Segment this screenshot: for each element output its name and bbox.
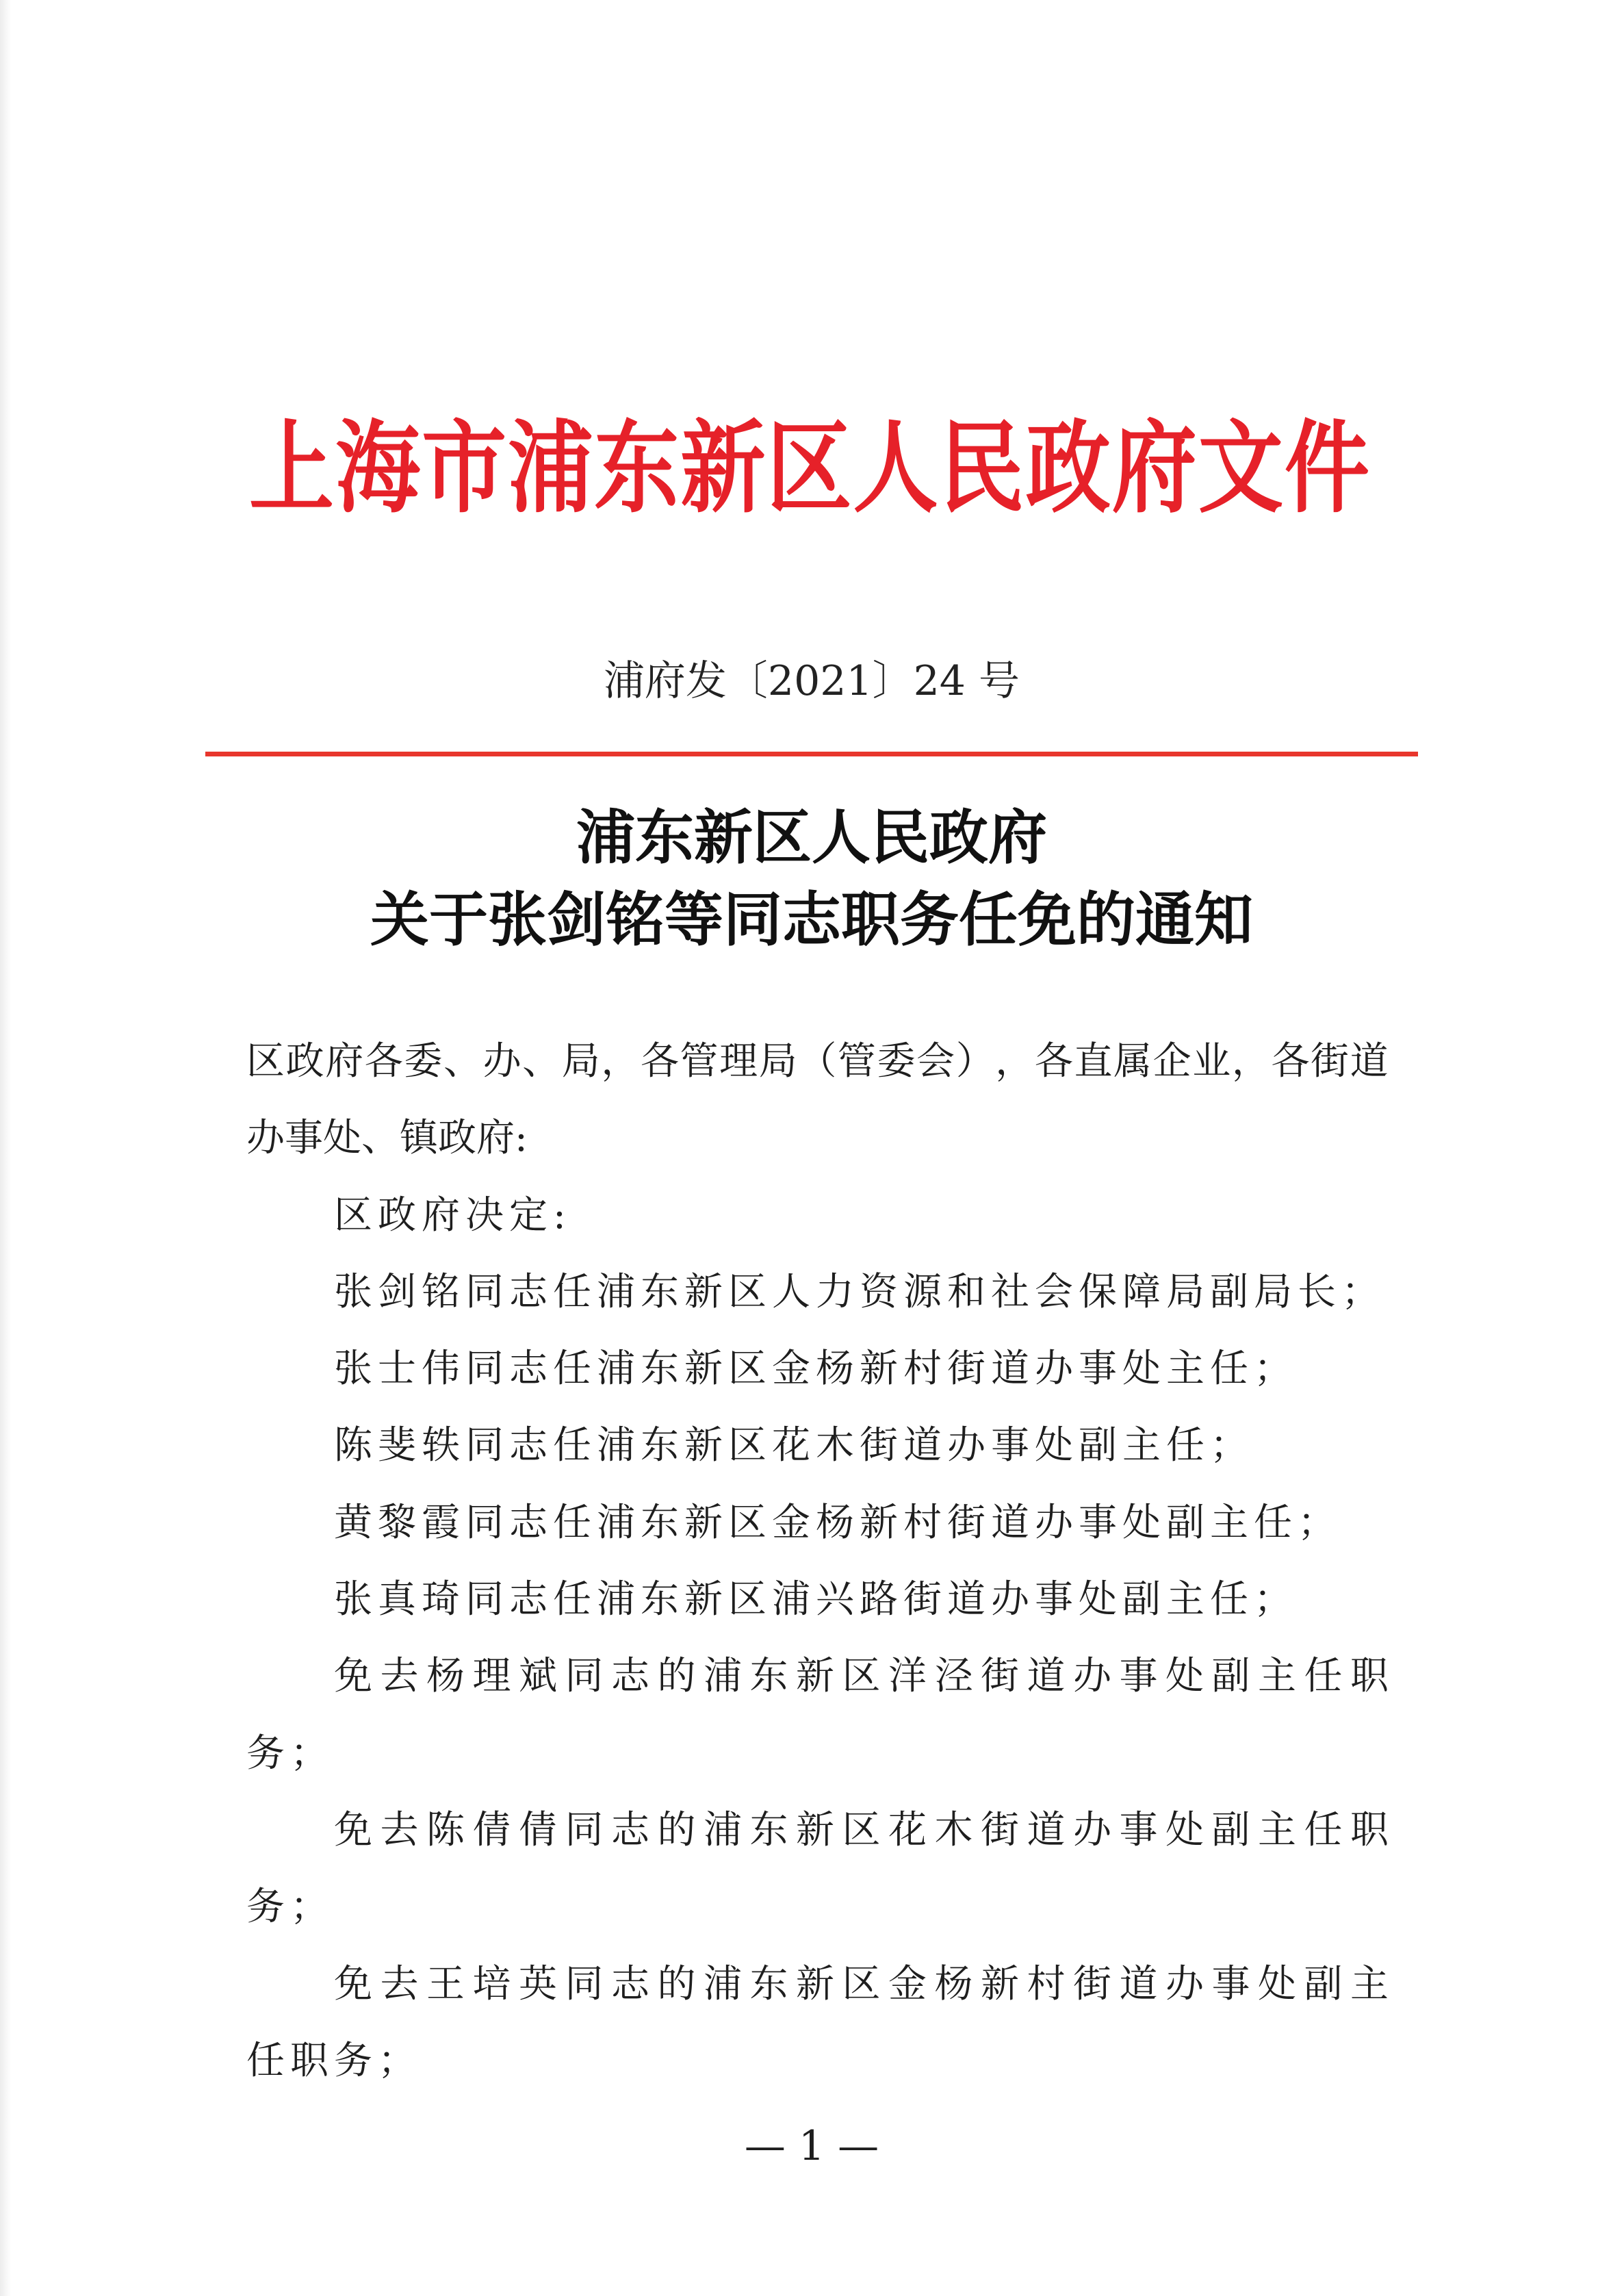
page-number: — 1 — bbox=[744, 2122, 879, 2170]
removal-item-line: 免 去 陈 倩 倩 同 志 的 浦 东 新 区 花 木 街 道 办 事 处 副 主 任 职 bbox=[334, 1807, 1389, 1852]
removal-item-line: 务； bbox=[246, 1885, 334, 1930]
notice-title-line-2: 关于张剑铭等同志职务任免的通知 bbox=[370, 885, 1253, 954]
removal-item-line: 任职务； bbox=[246, 2038, 422, 2083]
removal-item-line: 免 去 王 培 英 同 志 的 浦 东 新 区 金 杨 新 村 街 道 办 事 处 副 主 bbox=[334, 1961, 1389, 2006]
appointment-item: 张士伟同志任浦东新区金杨新村街道办事处主任； bbox=[334, 1347, 1298, 1392]
appointment-item: 陈斐轶同志任浦东新区花木街道办事处副主任； bbox=[334, 1423, 1254, 1468]
removal-item-line: 务； bbox=[246, 1731, 334, 1776]
notice-body bbox=[246, 1023, 1389, 2100]
appointment-item: 黄黎霞同志任浦东新区金杨新村街道办事处副主任； bbox=[334, 1500, 1341, 1545]
document-number: 浦府发〔2021〕24 号 bbox=[603, 657, 1020, 705]
notice-title-line-1: 浦东新区人民政府 bbox=[576, 803, 1047, 872]
document-header-title: 上 海 市 浦 东 新 区 人 民 政 府 文 件 bbox=[249, 409, 1369, 527]
appointment-item: 张真琦同志任浦东新区浦兴路街道办事处副主任； bbox=[334, 1577, 1298, 1622]
appointment-item: 张剑铭同志任浦东新区人力资源和社会保障局副局长； bbox=[334, 1269, 1385, 1314]
scan-edge-shadow bbox=[0, 0, 11, 2296]
salutation-line: 区 政 府 各 委 、 办 、 局 ， 各 管 理 局 （ 管 委 会 ） ， 各 直 属 企 业 ， 各 街 道 bbox=[246, 1039, 1389, 1084]
salutation-line: 办事处、镇政府: bbox=[246, 1116, 528, 1161]
removal-item-line: 免 去 杨 理 斌 同 志 的 浦 东 新 区 洋 泾 街 道 办 事 处 副 主 任 职 bbox=[334, 1654, 1389, 1699]
decision-intro: 区政府决定: bbox=[334, 1192, 571, 1238]
red-divider-rule bbox=[205, 752, 1418, 756]
